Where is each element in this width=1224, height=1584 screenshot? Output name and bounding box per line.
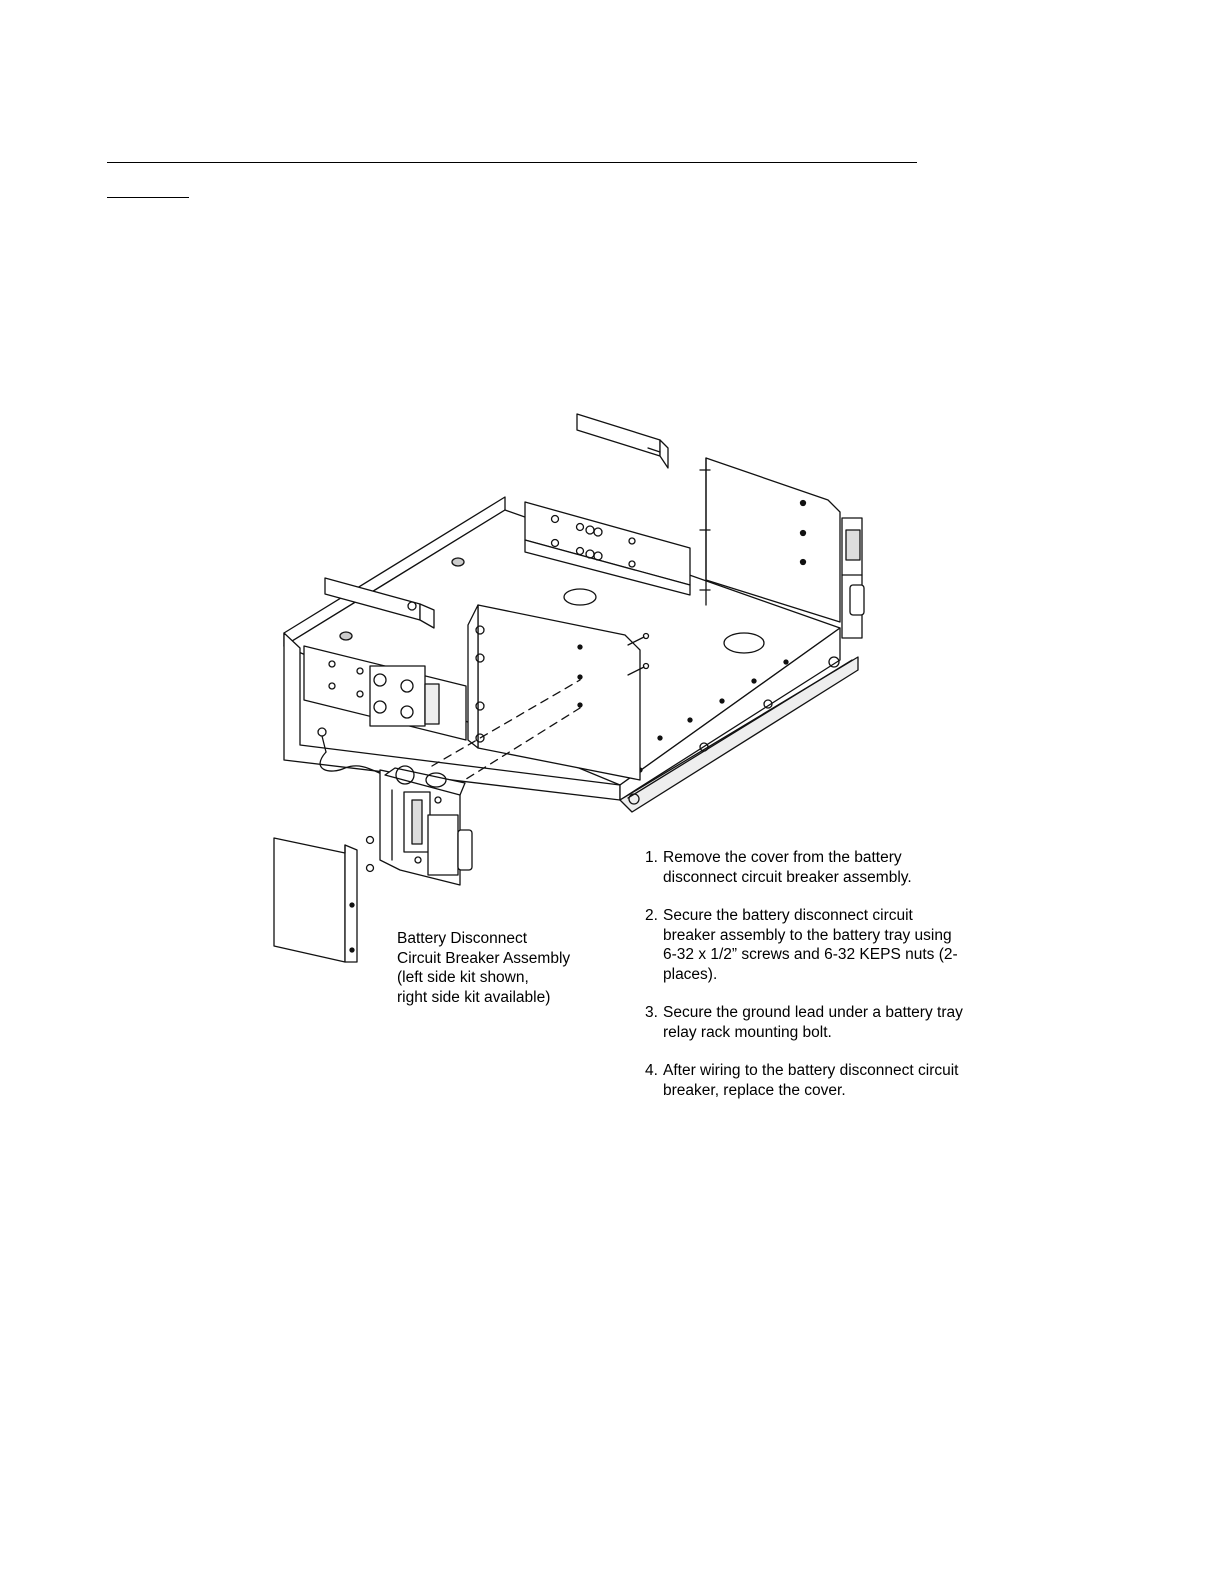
step-item <box>645 1061 965 1100</box>
caption-line: (left side kit shown, <box>397 969 529 986</box>
step-number: 1. <box>645 849 658 866</box>
breaker-assembly-caption <box>397 929 570 1007</box>
step-item <box>645 1003 965 1042</box>
step-item <box>645 848 965 887</box>
step-number: 4. <box>645 1062 658 1079</box>
step-item <box>645 906 965 984</box>
installation-steps <box>645 848 965 1119</box>
step-text: Secure the battery disconnect circuit breaker assembly to the battery tray using 6-32 x 1/2” screws and 6-32 KEPS nuts (2-places). <box>663 907 958 983</box>
breaker-cover <box>274 838 357 962</box>
breaker-assembly <box>380 766 472 885</box>
caption-line: Battery Disconnect <box>397 930 528 947</box>
keps-nuts <box>367 837 374 872</box>
step-text: Remove the cover from the battery disconnect circuit breaker assembly. <box>663 849 912 886</box>
step-number: 3. <box>645 1004 658 1021</box>
step-text: After wiring to the battery disconnect circuit breaker, replace the cover. <box>663 1062 959 1099</box>
caption-line: Circuit Breaker Assembly <box>397 949 571 967</box>
caption-line: right side kit available) <box>397 988 551 1006</box>
top-bracket <box>577 414 668 468</box>
step-number: 2. <box>645 907 658 924</box>
step-text: Secure the ground lead under a battery tray relay rack mounting bolt. <box>663 1004 963 1041</box>
right-side-breaker <box>842 518 864 638</box>
